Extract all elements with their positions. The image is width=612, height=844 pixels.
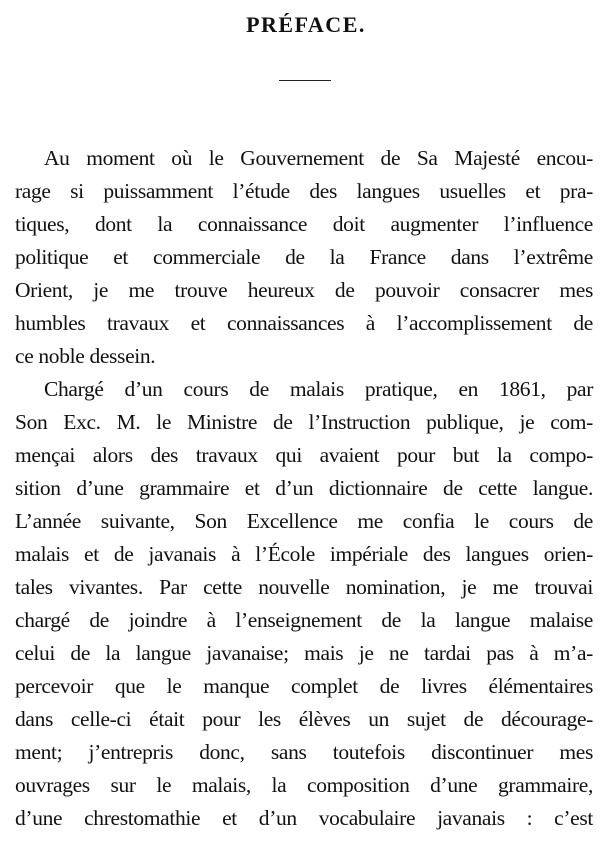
title-divider	[279, 80, 331, 81]
paragraph-2-line-14: d’une chrestomathie et d’un vocabulaire javanais : c’est	[15, 806, 593, 830]
paragraph-2-line-4: sition d’une grammaire et d’un dictionnaire de cette langue.	[15, 476, 593, 500]
paragraph-1-line-2: rage si puissamment l’étude des langues usuelles et pra-	[15, 179, 593, 203]
paragraph-2-line-6: malais et de javanais à l’École impériale des langues orien-	[15, 542, 593, 566]
paragraph-1-line-7: ce noble dessein.	[15, 344, 156, 368]
paragraph-1-line-3: tiques, dont la connaissance doit augmenter l’influence	[15, 212, 593, 236]
page-title: PRÉFACE.	[246, 12, 366, 37]
paragraph-2-line-8: chargé de joindre à l’enseignement de la langue malaise	[15, 608, 593, 632]
paragraph-1-line-5: Orient, je me trouve heureux de pouvoir consacrer mes	[15, 278, 593, 302]
paragraph-2-line-7: tales vivantes. Par cette nouvelle nomination, je me trouvai	[15, 575, 593, 599]
paragraph-2-line-13: ouvrages sur le malais, la composition d’une grammaire,	[15, 773, 593, 797]
paragraph-2-line-11: dans celle-ci était pour les élèves un sujet de découragе-	[15, 707, 593, 731]
paragraph-2-line-5: L’année suivante, Son Excellence me confia le cours de	[15, 509, 593, 533]
paragraph-2-line-3: mençai alors des travaux qui avaient pour but la compo-	[15, 443, 593, 467]
paragraph-2-line-1: Chargé d’un cours de malais pratique, en 1861, par	[44, 377, 593, 401]
paragraph-1-line-4: politique et commerciale de la France dans l’extrême	[15, 245, 593, 269]
paragraph-2-line-10: percevoir que le manque complet de livres élémentaires	[15, 674, 593, 698]
paragraph-2-line-2: Son Exc. M. le Ministre de l’Instruction publique, je com-	[15, 410, 593, 434]
paragraph-2-line-9: celui de la langue javanaise; mais je ne tardai pas à m’a-	[15, 641, 593, 665]
paragraph-2-line-12: ment; j’entrepris donc, sans toutefois discontinuer mes	[15, 740, 593, 764]
paragraph-1-line-6: humbles travaux et connaissances à l’accomplissement de	[15, 311, 593, 335]
paragraph-1-line-1: Au moment où le Gouvernement de Sa Majesté encou-	[44, 146, 593, 170]
